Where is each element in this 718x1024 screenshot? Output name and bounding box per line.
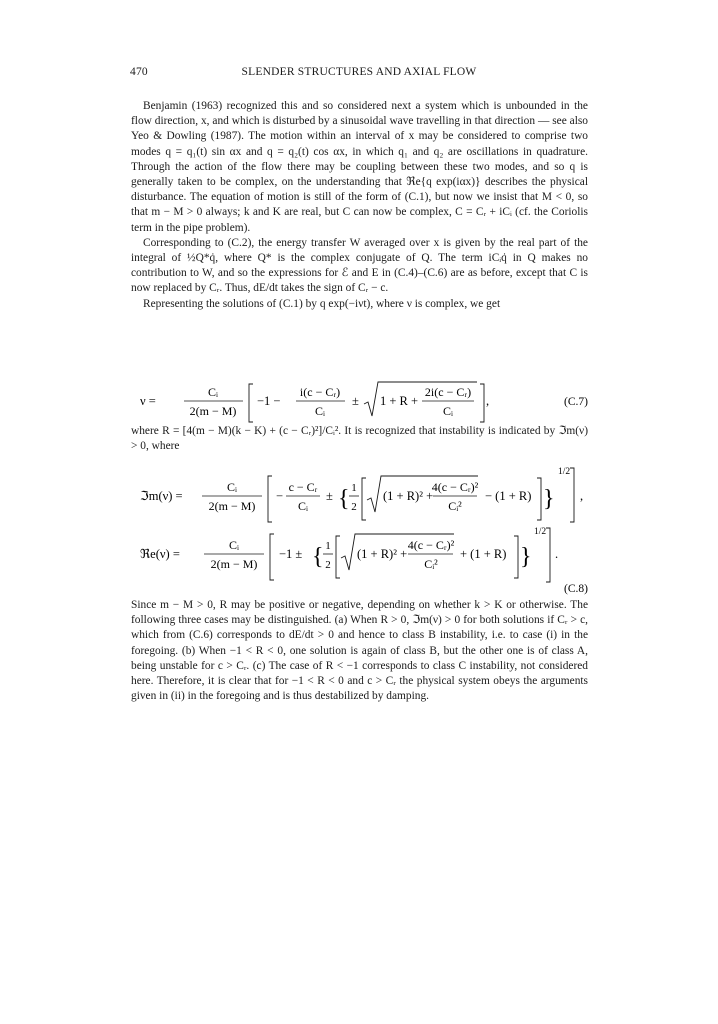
c8b-coef-num: Cᵢ (229, 538, 239, 552)
c7-term1: −1 − (257, 394, 281, 408)
paragraph-1: Benjamin (1963) recognized this and so considered next a system which is unbounded in the flow direction, x, and which is disturbed by a sinusoidal wave travelling in that direction — see also Yeo & Dowling (1987). The motion within an interval of x may be considered to comprise two modes q = q₁(t) sin αx and q = q₂(t) cos αx, in which q₁ and q₂ are oscillations in quadrature. Through the action of the flow there may be coupling between these two modes, and so q is generally taken to be complex, on the understanding that ℜe{q exp(iαx)} describes the physical disturbance. The equation of motion is still of the form of (C.1), but now we insist that M < 0, so that m − M > 0 always; k and K are real, but C can now be complex, C = Cᵣ + iCᵢ (cf. the Coriolis term in the pipe problem). (131, 100, 588, 234)
paragraph-4: where R = [4(m − M)(k − K) + (c − Cᵣ)²]/Cᵢ². It is recognized that instability is indicated by ℑm(ν) > 0, where (131, 425, 588, 453)
c7-coef-den: 2(m − M) (189, 404, 237, 418)
c8a-half-den: 2 (351, 501, 357, 513)
c7-frac2-den: Cᵢ (315, 404, 325, 418)
equation-c7-svg (140, 378, 590, 424)
c8a-coef-num: Cᵢ (227, 480, 237, 494)
equation-c7 (140, 378, 590, 424)
equation-c8-imag (140, 464, 590, 526)
running-title: SLENDER STRUCTURES AND AXIAL FLOW (241, 66, 477, 78)
running-header (130, 66, 588, 84)
c8b-left-bracket (270, 534, 274, 580)
c8a-minus: − (276, 489, 284, 503)
c8a-root-body: (1 + R)² + (383, 489, 434, 503)
c8a-frac-num: c − Cᵣ (288, 480, 318, 494)
c8a-inner-right-bracket (537, 478, 541, 520)
c8a-left-bracket (268, 476, 272, 522)
c8a-pm: ± (326, 489, 333, 503)
c7-coef-num: Cᵢ (208, 385, 218, 399)
text-block-3 (131, 598, 588, 704)
c7-lhs: ν = (140, 394, 156, 408)
c8b-right-brace: } (520, 544, 532, 570)
c7-pm: ± (352, 394, 359, 408)
c8b-inner-right-bracket (514, 536, 518, 578)
c7-frac3-den: Cᵢ (443, 404, 453, 418)
equation-c8-real (140, 526, 590, 596)
c8a-tail: − (1 + R) (485, 489, 532, 503)
c7-frac2-num: i(c − Cᵣ) (299, 385, 341, 399)
c8b-inner-left-bracket (336, 536, 340, 578)
c8b-power: 1/2 (534, 527, 547, 537)
c8a-half-num: 1 (351, 482, 357, 494)
c8a-frac2-num: 4(c − Cᵣ)² (431, 480, 479, 494)
c8a-right-brace: } (543, 486, 555, 512)
c8b-trail: . (555, 547, 559, 561)
equation-c8b-svg (140, 526, 590, 596)
page-number: 470 (130, 66, 148, 78)
c8a-coef-den: 2(m − M) (208, 499, 256, 513)
c8a-lhs: ℑm(ν) = (140, 489, 183, 503)
c8a-power: 1/2 (558, 467, 571, 477)
text-block-1 (131, 99, 588, 312)
c8b-root-body: (1 + R)² + (357, 547, 408, 561)
c8a-frac2-den: Cᵢ² (448, 499, 462, 513)
c8a-right-bracket (570, 468, 574, 522)
text-block-2 (131, 424, 588, 454)
paragraph-5: Since m − M > 0, R may be positive or negative, depending on whether k > K or otherwise. The following three cases may be distinguished. (a) When R > 0, ℑm(ν) > 0 for both solutions if Cᵣ > c, which from (C.6) corresponds to dE/dt > 0 and hence to class B instability, i.e. to case (i) in the foregoing. (b) When −1 < R < 0, one solution is again of class B, but the other one is of class A, being unstable for c > Cᵣ. (c) The case of R < −1 corresponds to class C instability, not considered here. Therefore, it is clear that for −1 < R < 0 and c > Cᵣ the physical system obeys the arguments given in (ii) in the foregoing and is thus destabilized by damping. (131, 599, 588, 703)
paragraph-3: Representing the solutions of (C.1) by q exp(−iνt), where ν is complex, we get (143, 297, 501, 310)
c8b-coef-den: 2(m − M) (210, 557, 258, 571)
c7-frac3-num: 2i(c − Cᵣ) (424, 385, 472, 399)
c7-left-bracket (249, 384, 253, 422)
equation-label-c7: (C.7) (564, 396, 588, 408)
c8b-lhs: ℜe(ν) = (140, 547, 180, 561)
c8b-frac2-num: 4(c − Cᵣ)² (407, 538, 455, 552)
c7-right-bracket (480, 384, 484, 422)
c7-trail: , (486, 394, 490, 408)
c8a-inner-left-bracket (362, 478, 366, 520)
c7-root-a: 1 + R + (380, 394, 419, 408)
paragraph-2: Corresponding to (C.2), the energy transfer W averaged over x is given by the real part of the integral of ½Q*q̇, where Q* is the complex conjugate of Q. The term iCᵢq̇ in Q makes no contribution to W, and so the expressions for ℰ and E in (C.4)–(C.6) are as before, except that C is now replaced by Cᵣ. Thus, dE/dt takes the sign of Cᵣ − c. (131, 236, 588, 295)
c8a-frac-den: Cᵢ (298, 499, 308, 513)
c8b-lead: −1 ± (279, 547, 303, 561)
c8b-half-num: 1 (325, 540, 331, 552)
c8b-right-bracket (546, 528, 550, 582)
c8b-left-brace: { (312, 544, 324, 570)
c8b-half-den: 2 (325, 559, 331, 571)
equation-label-c8: (C.8) (564, 583, 588, 595)
c8a-trail: , (580, 489, 584, 503)
c8b-tail: + (1 + R) (460, 547, 507, 561)
c8a-left-brace: { (338, 486, 350, 512)
c8b-frac2-den: Cᵢ² (424, 557, 438, 571)
equation-c8a-svg (140, 464, 590, 526)
